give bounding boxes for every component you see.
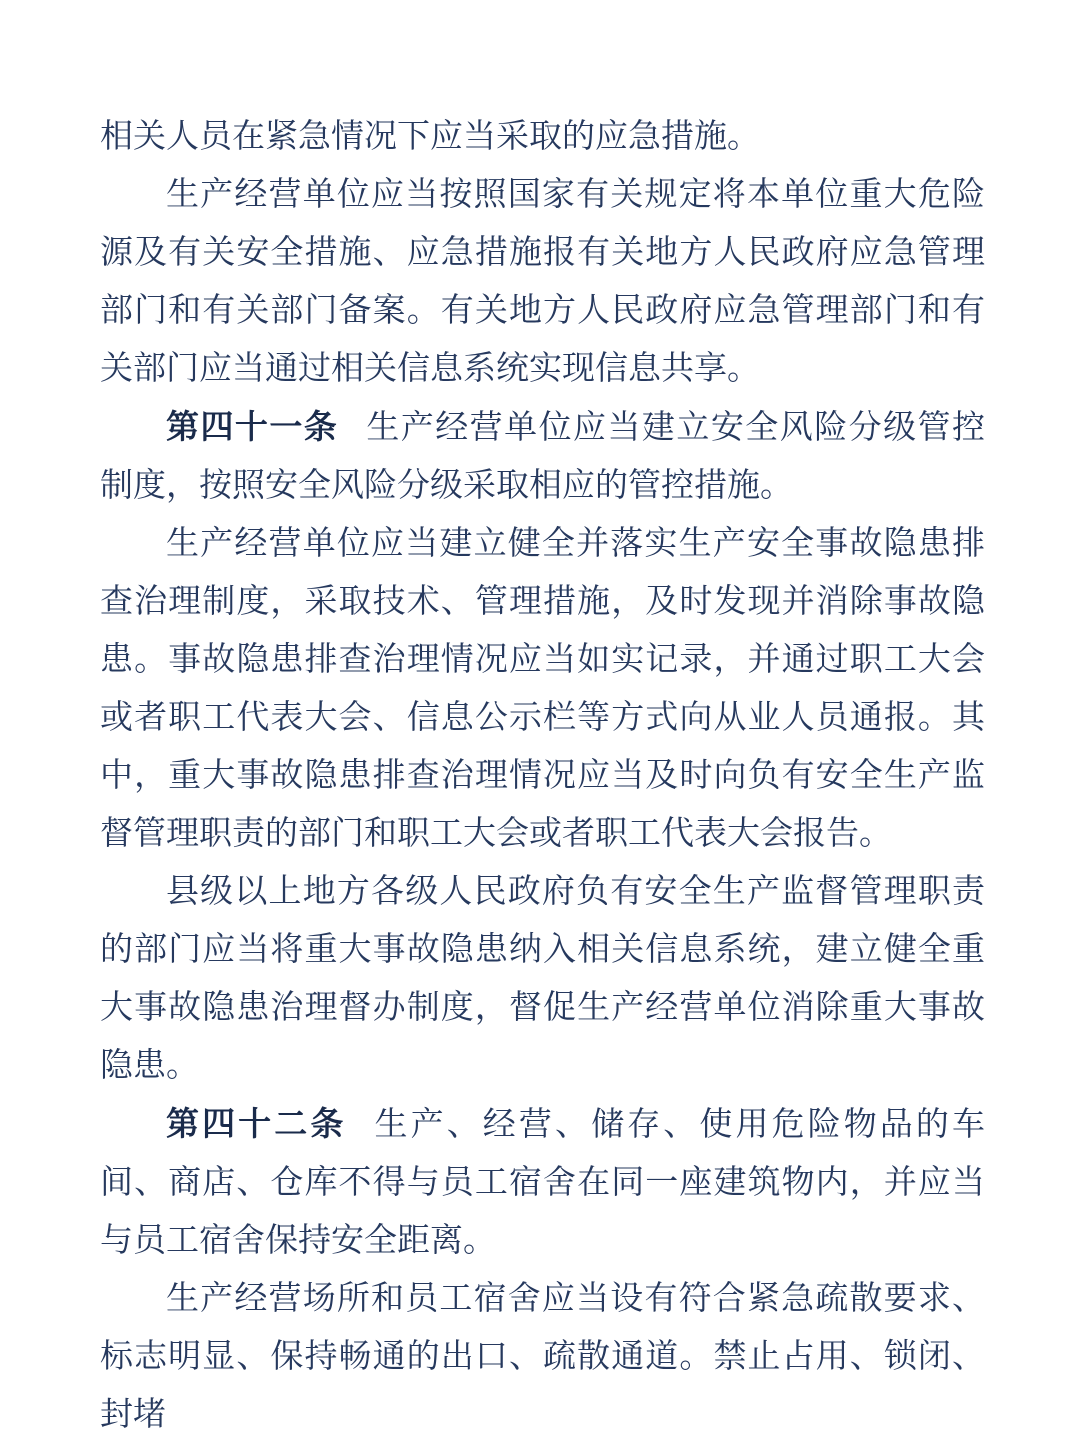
paragraph-text: 生产经营单位应当按照国家有关规定将本单位重大危险源及有关安全措施、应急措施报有关地方人民政府应急管理部门和有关部门备案。有关地方人民政府应急管理部门和有关部门应当通过相关信息系统实现信息共享。 (100, 177, 985, 387)
paragraph-text: 生产、经营、储存、使用危险物品的车间、商店、仓库不得与员工宿舍在同一座建筑物内，并应当与员工宿舍保持安全距离。 (100, 1107, 986, 1259)
paragraph (100, 398, 985, 515)
article-number: 第四十二条 (166, 1105, 347, 1142)
paragraph-text: 县级以上地方各级人民政府负有安全生产监督管理职责的部门应当将重大事故隐患纳入相关信息系统，建立健全重大事故隐患治理督办制度，督促生产经营单位消除重大事故隐患。 (100, 874, 985, 1084)
paragraph-text: 生产经营单位应当建立安全风险分级管控制度，按照安全风险分级采取相应的管控措施。 (100, 410, 986, 504)
paragraph (100, 108, 985, 166)
paragraph-text: 相关人员在紧急情况下应当采取的应急措施。 (100, 119, 760, 155)
paragraph (100, 863, 985, 1095)
paragraph (100, 1095, 985, 1270)
paragraph-text: 生产经营场所和员工宿舍应当设有符合紧急疏散要求、标志明显、保持畅通的出口、疏散通道。禁止占用、锁闭、封堵 (100, 1281, 985, 1433)
paragraph (100, 166, 985, 398)
paragraph (100, 1270, 985, 1444)
paragraph (100, 515, 985, 863)
article-number: 第四十一条 (166, 408, 339, 445)
paragraph-text: 生产经营单位应当建立健全并落实生产安全事故隐患排查治理制度，采取技术、管理措施，及时发现并消除事故隐患。事故隐患排查治理情况应当如实记录，并通过职工大会或者职工代表大会、信息公示栏等方式向从业人员通报。其中，重大事故隐患排查治理情况应当及时向负有安全生产监督管理职责的部门和职工大会或者职工代表大会报告。 (100, 526, 985, 852)
